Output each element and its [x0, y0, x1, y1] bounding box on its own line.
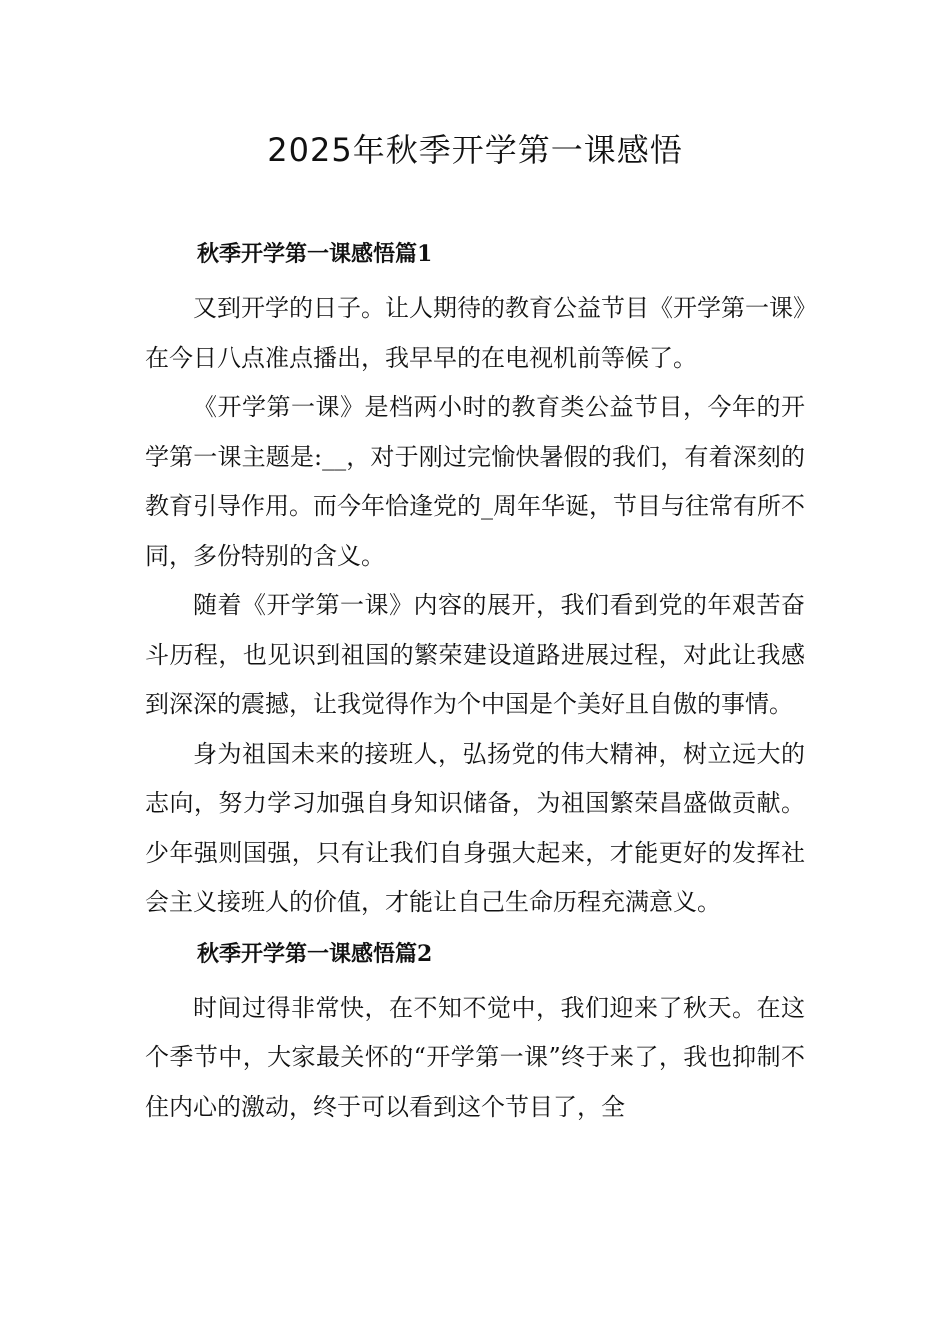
- paragraph: 随着《开学第一课》内容的展开，我们看到党的年艰苦奋斗历程，也见识到祖国的繁荣建设道路进展过程，对此让我感到深深的震撼，让我觉得作为个中国是个美好且自傲的事情。: [145, 591, 805, 718]
- section-heading-2: 秋季开学第一课感悟篇2: [197, 940, 433, 967]
- paragraph: 《开学第一课》是档两小时的教育类公益节目，今年的开学第一课主题是:__，对于刚过完愉快暑假的我们，有着深刻的教育引导作用。而今年恰逢党的_周年华诞，节目与往常有所不同，多份特别的含义。: [145, 393, 805, 570]
- paragraph: 时间过得非常快，在不知不觉中，我们迎来了秋天。在这个季节中，大家最关怀的“开学第一课”终于来了，我也抑制不住内心的激动，终于可以看到这个节目了，全: [145, 993, 805, 1121]
- paragraph: 身为祖国未来的接班人，弘扬党的伟大精神，树立远大的志向，努力学习加强自身知识储备，为祖国繁荣昌盛做贡献。少年强则国强，只有让我们自身强大起来，才能更好的发挥社会主义接班人的价值，才能让自己生命历程充满意义。: [145, 739, 805, 916]
- section-heading-1: 秋季开学第一课感悟篇1: [197, 241, 433, 267]
- document-title: 2025年秋季开学第一课感悟: [267, 131, 683, 169]
- paragraph: 又到开学的日子。让人期待的教育公益节目《开学第一课》在今日八点准点播出，我早早的在电视机前等候了。: [145, 294, 805, 372]
